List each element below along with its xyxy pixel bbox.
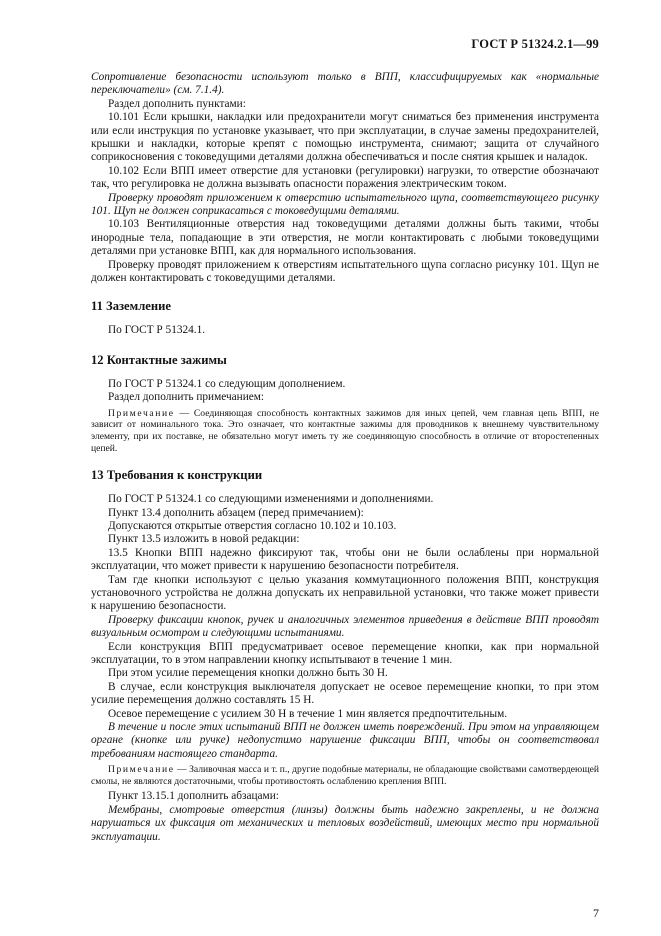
- paragraph-10-103: 10.103 Вентиляционные отверстия над токоведущими деталями должны быть такими, чтобы инородные тела, попадающие в эти отверстия, не могли контактировать с любыми токоведущими деталями при установке ВПП, как для нормального использования.: [91, 218, 599, 258]
- paragraph: Проверку проводят приложением к отверстиям испытательного щупа согласно рисунку 101. Щуп не должен контактировать с токоведущими деталями.: [91, 258, 599, 285]
- paragraph: При этом усилие перемещения кнопки должно быть 30 Н.: [108, 667, 388, 680]
- paragraph: По ГОСТ Р 51324.1 со следующим дополнением.: [108, 377, 346, 390]
- paragraph: В случае, если конструкция выключателя допускает не осевое перемещение кнопки, то при этом усилие перемещения должно составлять 15 Н.: [91, 680, 599, 707]
- paragraph-13-5: 13.5 Кнопки ВПП надежно фиксируют так, чтобы они не были ослаблены при нормальной эксплуатации, что может привести к нарушению безопасности потребителя.: [91, 546, 599, 573]
- page-content: [91, 71, 599, 844]
- text: Раздел дополнить пунктами:: [108, 97, 246, 110]
- note-label: Примечание: [108, 764, 175, 776]
- paragraph: Если конструкция ВПП предусматривает осевое перемещение кнопки, как при нормальной эксплуатации, то в этом направлении кнопку испытывают в течение 1 мин.: [91, 640, 599, 666]
- paragraph: [91, 98, 599, 111]
- paragraph: Сопротивление безопасности используют только в ВПП, классифицируемых как «нормальные переключатели» (см. 7.1.4).: [91, 71, 599, 97]
- section-heading-13: 13 Требования к конструкции: [91, 468, 263, 483]
- paragraph: Проверку проводят приложением к отверстию испытательного щупа, соответствующего рисунку 101. Щуп не должен соприкасаться с токоведущими деталями.: [91, 191, 599, 218]
- paragraph: В течение и после этих испытаний ВПП не должен иметь повреждений. При этом на управляющем органе (кнопке или ручке) недопустимо нарушение фиксации ВПП, чтобы он соответствовал требованиям настоящего стандарта.: [91, 721, 599, 760]
- paragraph: Пункт 13.15.1 дополнить абзацами:: [108, 790, 279, 803]
- section-heading-11: 11 Заземление: [91, 298, 171, 313]
- page-header: ГОСТ Р 51324.2.1—99: [471, 37, 599, 51]
- note-text: — Соединяющая способность контактных зажимов для иных цепей, чем главная цепь ВПП, не зависит от номинального тока. Это означает, что контактные зажимы для проводников к внешнему чувствительному элементу, при их поставке, не обязательно могут иметь ту же соединяющую способность в отличие от второстепенных цепей.: [91, 407, 599, 454]
- note: [91, 764, 599, 787]
- section-heading-12: 12 Контактные зажимы: [91, 352, 227, 367]
- paragraph: По ГОСТ Р 51324.1.: [108, 323, 206, 336]
- paragraph: Раздел дополнить примечанием:: [108, 391, 265, 404]
- paragraph: Осевое перемещение с усилием 30 Н в течение 1 мин является предпочтительным.: [108, 707, 508, 720]
- paragraph: Мембраны, смотровые отверстия (линзы) должны быть надежно закреплены, и не должна нарушаться их фиксация от механических и тепловых воздействий, имеющих место при нормальной эксплуатации.: [91, 803, 599, 843]
- paragraph: Там где кнопки используют с целью указания коммутационного положения ВПП, конструкция установочного устройства не должна допускать их неправильной установки, что также может привести к нарушению безопасности.: [91, 573, 599, 613]
- paragraph: По ГОСТ Р 51324.1 со следующими изменениями и дополнениями.: [108, 493, 434, 506]
- paragraph-10-101: 10.101 Если крышки, накладки или предохранители могут сниматься без применения инструмента или если инструкция по установке указывает, что при эксплуатации, в случае замены предохранителей, крышки и накладки, которые крепят с помощью инструмента, снимают; защита от случайного соприкосновения с токоведущими деталями должна обеспечиваться и после снятия крышек и наладок.: [91, 111, 599, 164]
- paragraph: Пункт 13.5 изложить в новой редакции:: [108, 533, 300, 546]
- note-label: Примечание: [108, 407, 175, 419]
- page-number: 7: [593, 906, 599, 920]
- paragraph: Проверку фиксации кнопок, ручек и аналогичных элементов приведения в действие ВПП проводят визуальным осмотром и следующими испытаниями.: [91, 613, 599, 640]
- note: [91, 408, 599, 454]
- paragraph-10-102: 10.102 Если ВПП имеет отверстие для установки (регулировки) нагрузки, то отверстие обозначают так, что регулировка не должна вызывать опасности поражения электрическим током.: [91, 164, 599, 191]
- note-text: — Заливочная масса и т. п., другие подобные материалы, не обладающие свойствами самотвердеющей смолы, не являются достаточными, чтобы противостоять ослаблению крепления ВПП.: [91, 764, 599, 787]
- paragraph: Допускаются открытые отверстия согласно 10.102 и 10.103.: [108, 519, 397, 532]
- paragraph: Пункт 13.4 дополнить абзацем (перед примечанием):: [108, 506, 364, 519]
